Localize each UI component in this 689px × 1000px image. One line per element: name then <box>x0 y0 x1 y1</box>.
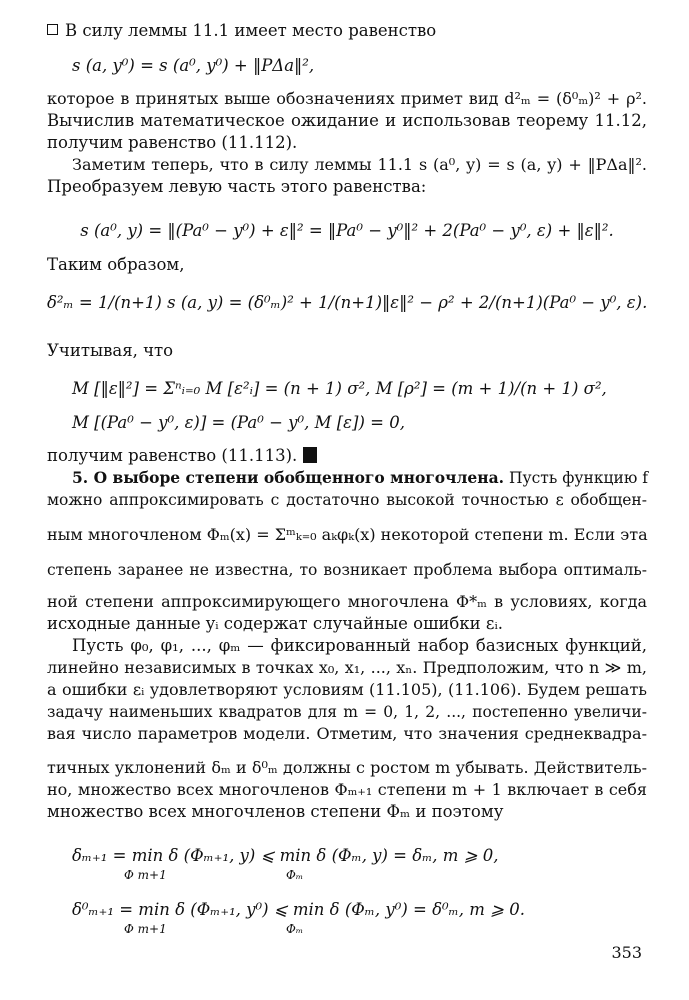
text-line: которое в принятых выше обозначениях примет вид d²ₘ = (δ⁰ₘ)² + ρ². <box>47 89 647 108</box>
formula-s-equality: s (a, y⁰) = s (a⁰, y⁰) + ‖PΔa‖², <box>72 56 315 75</box>
text-line: Учитывая, что <box>47 341 174 360</box>
text-line: получим равенство (11.112). <box>47 133 298 152</box>
min-subscript-phi-m: Φₘ <box>286 922 304 936</box>
formula-delta-squared: δ²ₘ = 1/(n+1) s (a, y) = (δ⁰ₘ)² + 1/(n+1)‖ε‖² − ρ² + 2/(n+1)(Pa⁰ − y⁰, ε). <box>47 293 648 312</box>
formula-min-delta: δₘ₊₁ = min δ (Φₘ₊₁, y) ⩽ min δ (Φₘ, y) = δₘ, m ⩾ 0, <box>72 846 499 865</box>
text-line: Таким образом, <box>47 255 185 274</box>
formula-min-delta-zero: δ⁰ₘ₊₁ = min δ (Φₘ₊₁, y⁰) ⩽ min δ (Φₘ, y⁰) = δ⁰ₘ, m ⩾ 0. <box>72 900 525 919</box>
text-line: Пусть φ₀, φ₁, ..., φₘ — фиксированный набор базисных функций, <box>72 636 647 655</box>
text-line: а ошибки εᵢ удовлетворяют условиям (11.105), (11.106). Будем решать <box>47 680 647 699</box>
formula-expectation-2: M [(Pa⁰ − y⁰, ε)] = (Pa⁰ − y⁰, M [ε]) = 0, <box>72 413 405 432</box>
min-subscript-phi-m: Φₘ <box>286 868 304 882</box>
text-line: исходные данные yᵢ содержат случайные ошибки εᵢ. <box>47 614 504 633</box>
end-of-proof-icon <box>303 447 317 463</box>
text-line: но, множество всех многочленов Φₘ₊₁ степени m + 1 включает в себя <box>47 780 647 799</box>
text-line: ной степени аппроксимирующего многочлена Φ*ₘ в условиях, когда <box>47 592 647 611</box>
formula-expectation-1: M [‖ε‖²] = Σⁿᵢ₌₀ M [ε²ᵢ] = (n + 1) σ², M [ρ²] = (m + 1)/(n + 1) σ², <box>72 379 607 398</box>
proof-end-line: получим равенство (11.113). <box>47 445 647 467</box>
text-line: линейно независимых в точках x₀, x₁, ..., xₙ. Предположим, что n ≫ m, <box>47 658 647 677</box>
formula-expansion: s (a⁰, y) = ‖(Pa⁰ − y⁰) + ε‖² = ‖Pa⁰ − y⁰‖² + 2(Pa⁰ − y⁰, ε) + ‖ε‖². <box>80 221 614 240</box>
text-line: тичных уклонений δₘ и δ⁰ₘ должны с ростом m убывать. Действитель- <box>47 758 647 777</box>
text-line: можно аппроксимировать с достаточно высокой точностью ε обобщен- <box>47 491 647 509</box>
text-line: Вычислив математическое ожидание и использовав теорему 11.12, <box>47 111 647 130</box>
min-subscript-phi-m1: Φ m+1 <box>124 922 167 936</box>
text-line: вая число параметров модели. Отметим, что значения среднеквадра- <box>47 724 647 743</box>
proof-start-line: В силу леммы 11.1 имеет место равенство <box>47 20 647 42</box>
text-line: Преобразуем левую часть этого равенства: <box>47 177 427 196</box>
text-line: ным многочленом Φₘ(x) = Σᵐₖ₌₀ aₖφₖ(x) некоторой степени m. Если эта <box>47 525 648 544</box>
text-line: степень заранее не известна, то возникает проблема выбора оптималь- <box>47 561 647 579</box>
text-line: задачу наименьших квадратов для m = 0, 1, 2, ..., постепенно увеличи- <box>47 703 647 721</box>
page-number: 353 <box>611 943 642 962</box>
min-subscript-phi-m1: Φ m+1 <box>124 868 167 882</box>
text-line: Заметим теперь, что в силу леммы 11.1 s (a⁰, y) = s (a, y) + ‖PΔa‖². <box>72 155 647 174</box>
proof-start-square-icon <box>47 24 58 35</box>
section-heading-line: 5. О выборе степени обобщенного многочлена. Пусть функцию f <box>72 468 648 487</box>
section-heading: 5. О выборе степени обобщенного многочлена. <box>72 468 505 487</box>
text-line: множество всех многочленов степени Φₘ и поэтому <box>47 802 504 821</box>
